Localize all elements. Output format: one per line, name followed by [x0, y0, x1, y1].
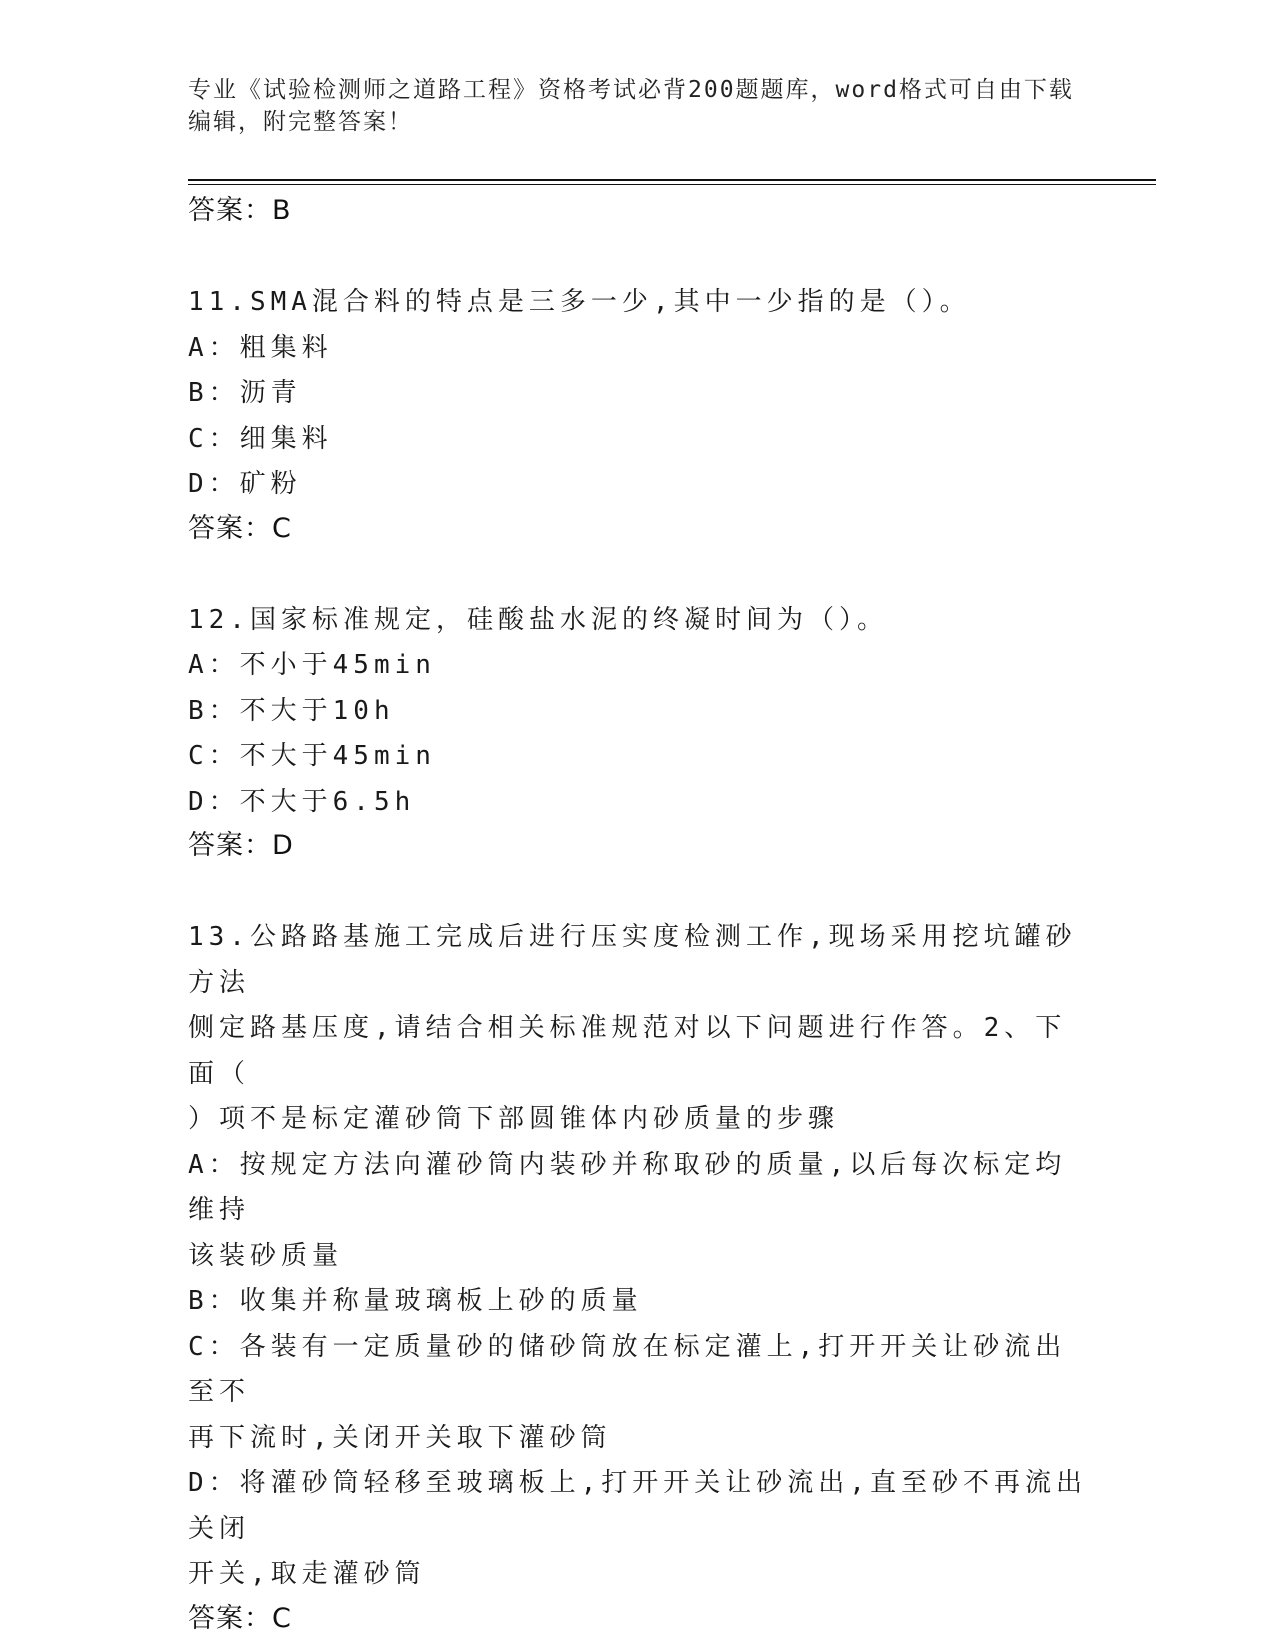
- option-b: B：收集并称量玻璃板上砂的质量: [188, 1286, 643, 1316]
- option-d-continued: 开关,取走灌砂筒: [188, 1559, 426, 1589]
- question-block: [188, 598, 1088, 868]
- option-b: B：沥青: [188, 378, 302, 408]
- option-d: D：将灌砂筒轻移至玻璃板上,打开开关让砂流出,直至砂不再流出关闭: [188, 1468, 1087, 1544]
- spacer: [188, 867, 1088, 915]
- spacer: [188, 550, 1088, 598]
- option-a: A：不小于45min: [188, 650, 436, 680]
- answer-line: 答案：C: [188, 1602, 292, 1634]
- question-stem: 12.国家标准规定，硅酸盐水泥的终凝时间为（）。: [188, 604, 888, 635]
- option-c: C：细集料: [188, 423, 333, 454]
- answer-line: 答案：C: [188, 512, 292, 544]
- question-stem: 11.SMA混合料的特点是三多一少,其中一少指的是（）。: [188, 287, 971, 317]
- question-stem-line: 侧定路基压度,请结合相关标准规范对以下问题进行作答。2、下面（: [188, 1013, 1067, 1089]
- spacer: [188, 232, 1088, 280]
- question-block: [188, 280, 1088, 550]
- option-a-continued: 该装砂质量: [188, 1240, 344, 1271]
- option-a: A：粗集料: [188, 332, 333, 363]
- question-stem-line: ）项不是标定灌砂筒下部圆锥体内砂质量的步骤: [188, 1104, 840, 1134]
- document-header: [188, 74, 1088, 138]
- option-c-continued: 再下流时,关闭开关取下灌砂筒: [188, 1422, 612, 1453]
- header-divider-thin: [188, 184, 1156, 185]
- answer-line: 答案：D: [188, 830, 294, 861]
- option-c: C：不大于45min: [188, 741, 436, 771]
- option-d: D：不大于6.5h: [188, 786, 416, 817]
- option-d: D：矿粉: [188, 469, 302, 499]
- answer-line: 答案：B: [188, 195, 292, 226]
- question-block: [188, 915, 1088, 1640]
- header-line-2: 编辑，附完整答案！: [188, 109, 413, 135]
- option-a: A：按规定方法向灌砂筒内装砂并称取砂的质量,以后每次标定均维持: [188, 1149, 1067, 1225]
- question-list: [188, 190, 1088, 1640]
- header-divider-thick: [188, 179, 1156, 181]
- option-c: C：各装有一定质量砂的储砂筒放在标定灌上,打开开关让砂流出至不: [188, 1331, 1067, 1407]
- header-line-1: 专业《试验检测师之道路工程》资格考试必背200题题库，word格式可自由下载: [188, 77, 1074, 103]
- option-b: B：不大于10h: [188, 695, 395, 726]
- question-stem-line: 13.公路路基施工完成后进行压实度检测工作,现场采用挖坑罐砂方法: [188, 922, 1077, 998]
